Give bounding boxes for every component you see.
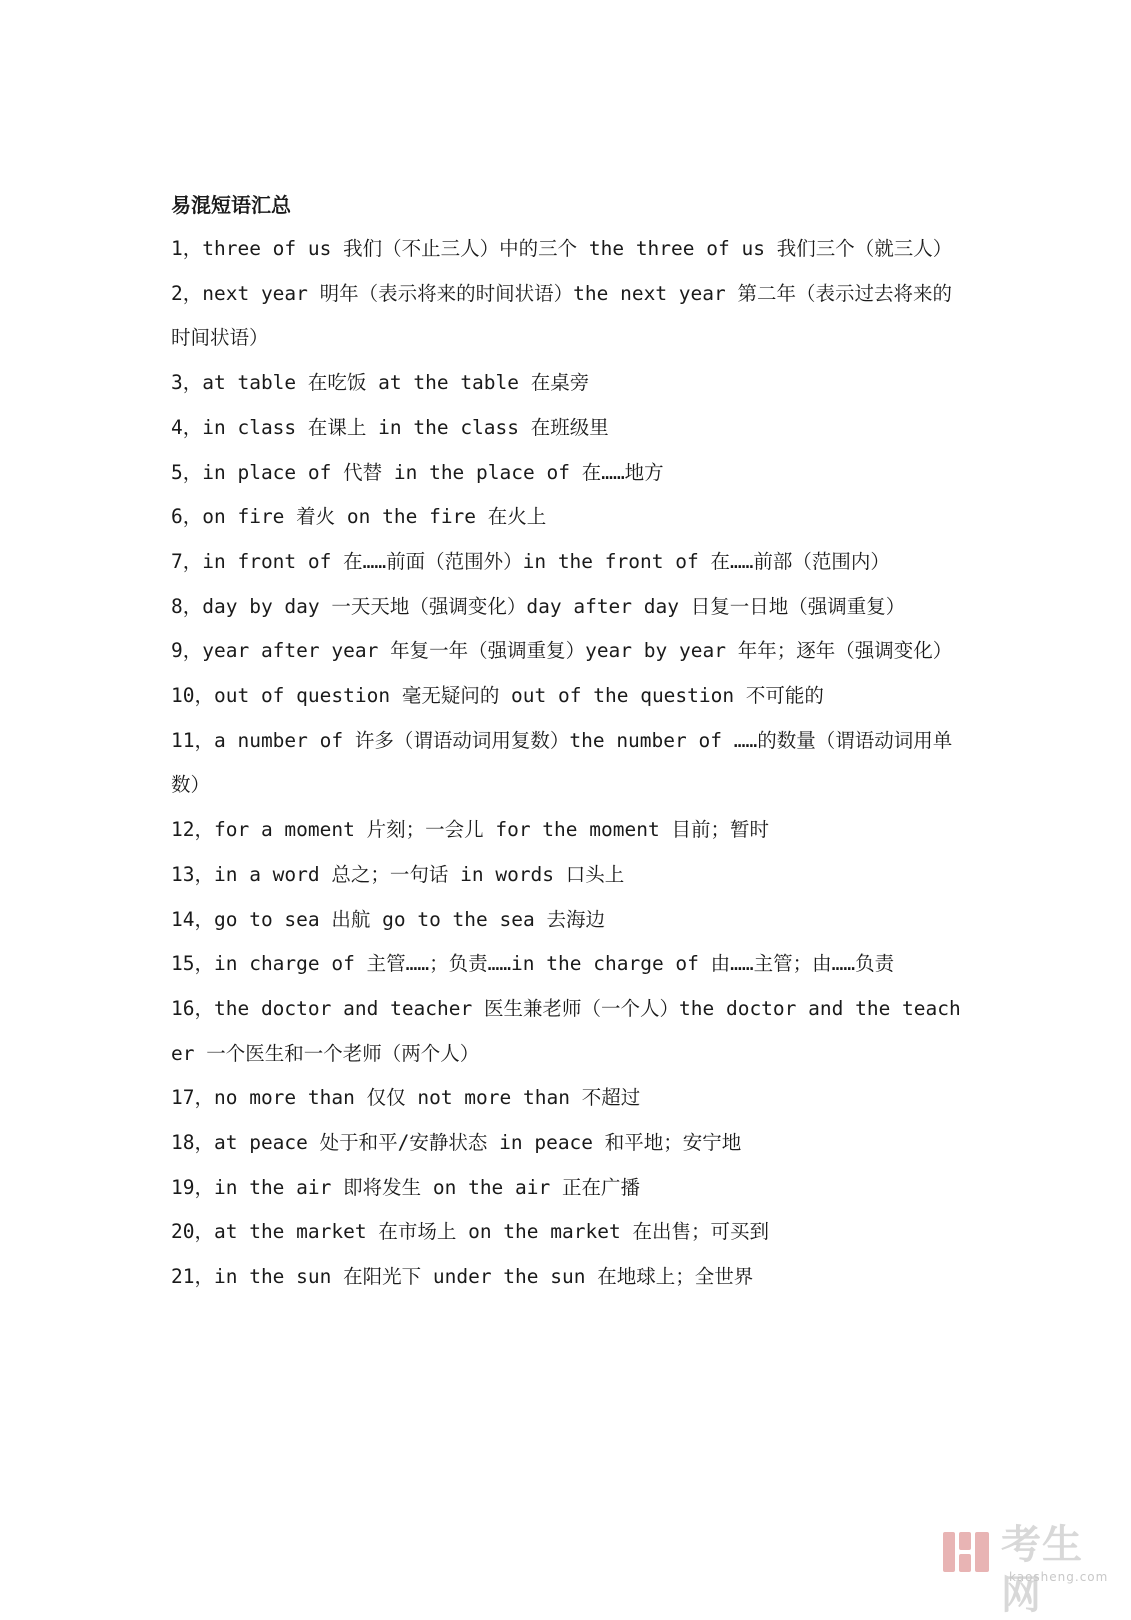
phrase-entry: 17，no more than 仅仅 not more than 不超过 <box>171 1086 641 1110</box>
phrase-entry: 11，a number of 许多（谓语动词用复数）the number of ……的数量（谓语动词用单数） <box>171 728 953 797</box>
phrase-entry: 15，in charge of 主管……；负责……in the charge of 由……主管；由……负责 <box>171 952 895 976</box>
phrase-list <box>171 227 971 1300</box>
phrase-entry: 9，year after year 年复一年（强调重复）year by year 年年；逐年（强调变化） <box>171 639 953 663</box>
watermark <box>939 1518 1119 1618</box>
phrase-entry: 19，in the air 即将发生 on the air 正在广播 <box>171 1175 640 1199</box>
phrase-entry: 21，in the sun 在阳光下 under the sun 在地球上；全世界 <box>171 1265 754 1289</box>
phrase-entry: 6，on fire 着火 on the fire 在火上 <box>171 505 547 529</box>
phrase-entry: 18，at peace 处于和平/安静状态 in peace 和平地；安宁地 <box>171 1131 742 1155</box>
phrase-entry: 5，in place of 代替 in the place of 在……地方 <box>171 460 664 484</box>
watermark-url: kaosheng.com <box>1009 1570 1109 1584</box>
phrase-entry: 10，out of question 毫无疑问的 out of the question 不可能的 <box>171 684 824 708</box>
phrase-entry: 7，in front of 在……前面（范围外）in the front of 在……前部（范围内） <box>171 549 890 573</box>
phrase-entry: 13，in a word 总之；一句话 in words 口头上 <box>171 862 625 886</box>
phrase-entry: 2，next year 明年（表示将来的时间状语）the next year 第二年（表示过去将来的时间状语） <box>171 281 953 350</box>
phrase-entry: 4，in class 在课上 in the class 在班级里 <box>171 415 609 439</box>
document-title: 易混短语汇总 <box>171 193 291 217</box>
phrase-entry: 14，go to sea 出航 go to the sea 去海边 <box>171 907 605 931</box>
kaosheng-logo-icon <box>939 1524 995 1580</box>
phrase-entry: 8，day by day 一天天地（强调变化）day after day 日复一日地（强调重复） <box>171 594 906 618</box>
watermark-text: 考生网 <box>1001 1522 1083 1618</box>
phrase-entry: 3，at table 在吃饭 at the table 在桌旁 <box>171 371 590 395</box>
phrase-entry: 12，for a moment 片刻；一会儿 for the moment 目前；暂时 <box>171 818 769 842</box>
phrase-entry: 1，three of us 我们（不止三人）中的三个 the three of us 我们三个（就三人） <box>171 237 953 260</box>
phrase-entry: 16，the doctor and teacher 医生兼老师（一个人）the doctor and the teacher 一个医生和一个老师（两个人） <box>171 996 961 1065</box>
phrase-entry: 20，at the market 在市场上 on the market 在出售；可买到 <box>171 1220 769 1244</box>
document-body <box>171 183 971 1300</box>
